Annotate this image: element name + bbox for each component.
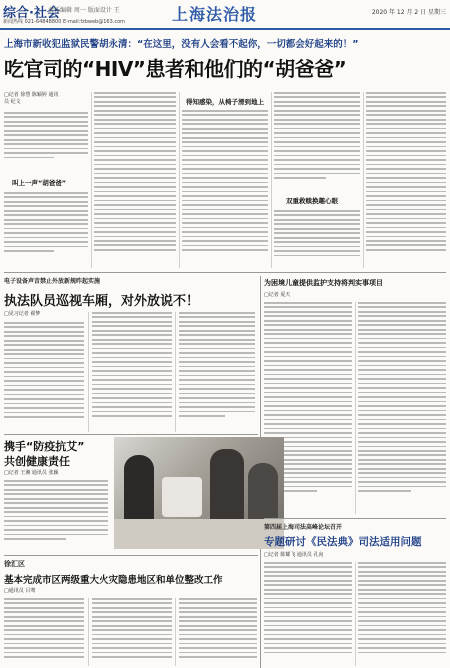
newspaper-brand: 上海法治报: [172, 5, 258, 24]
article-civil-code-title: 专题研讨《民法典》司法适用问题: [264, 536, 422, 548]
article-aids-title-2: 共创健康责任: [4, 455, 70, 468]
section-editors: 责任编辑 周一 版面设计 王: [48, 7, 120, 14]
article-metro-kicker: 电子设备声音禁止外放新规昨起实施: [4, 278, 101, 285]
lead-byline: □记者 徐慧 陈颖婷 通讯员 纪文: [4, 92, 59, 105]
lead-col-1a: [4, 112, 88, 172]
article-fire-col-3: [179, 598, 257, 666]
article-aids-title-1: 携手“防疫抗艾”: [4, 440, 85, 453]
lead-col-4b: [274, 210, 360, 268]
article-fire-byline: □通讯员 吕骞: [4, 588, 36, 594]
lead-col-1b: [4, 192, 88, 266]
article-aids-body: [4, 480, 108, 546]
lead-col-5: [366, 92, 446, 268]
lead-col-4a: [274, 92, 360, 192]
article-metro-byline: □见习记者 翟梦: [4, 311, 41, 317]
lead-subhead-2: 得知感染，从椅子滑到地上: [186, 98, 264, 106]
article-fire-title: 基本完成市区两级重大火灾隐患地区和单位整改工作: [4, 575, 223, 586]
article-children-byline: □记者 夏天: [264, 292, 291, 298]
article-metro-title: 执法队员巡视车厢，对外放说不！: [4, 294, 200, 309]
lead-subhead-3: 双重救赎换趣心眼: [286, 197, 338, 205]
lead-col-2: [94, 92, 176, 268]
article-metro-col-3: [179, 312, 255, 430]
article-metro-col-1: [4, 322, 84, 430]
article-fire-kicker: 徐汇区: [4, 560, 25, 568]
event-photo: [114, 437, 284, 549]
lead-kicker: 上海市新收犯监狱民警胡永清：“在这里，没有人会看不起你，一切都会好起来的！”: [4, 39, 359, 50]
article-civil-code-col-1: [264, 562, 352, 666]
article-aids-byline: □记者 王湘 通讯员 张颖: [4, 470, 59, 476]
page-header: [0, 0, 450, 30]
article-children-col-2: [358, 302, 446, 514]
section-name: 综合·社会: [3, 6, 60, 21]
lead-col-3: [182, 110, 268, 268]
article-metro-col-2: [92, 312, 172, 430]
article-civil-code-byline: □记者 陈耀飞 通讯员 孔向: [264, 552, 324, 558]
article-children-title: 为困境儿童提供监护支持将判实事项目: [264, 279, 383, 287]
lead-headline: 吃官司的“HIV”患者和他们的“胡爸爸”: [4, 57, 347, 81]
dateline: 2020 年 12 月 2 日 星期三: [371, 9, 446, 16]
article-civil-code-col-2: [358, 562, 446, 666]
hotline: 新闻热线 021-64848800 E-mail:fzbweb@163.com: [3, 19, 126, 25]
article-civil-code-kicker: 第四届上海司法高峰论坛召开: [264, 524, 343, 531]
lead-subhead-1: 叫上一声“胡爸爸”: [12, 179, 67, 187]
article-fire-col-2: [92, 598, 172, 666]
article-fire-col-1: [4, 598, 84, 666]
